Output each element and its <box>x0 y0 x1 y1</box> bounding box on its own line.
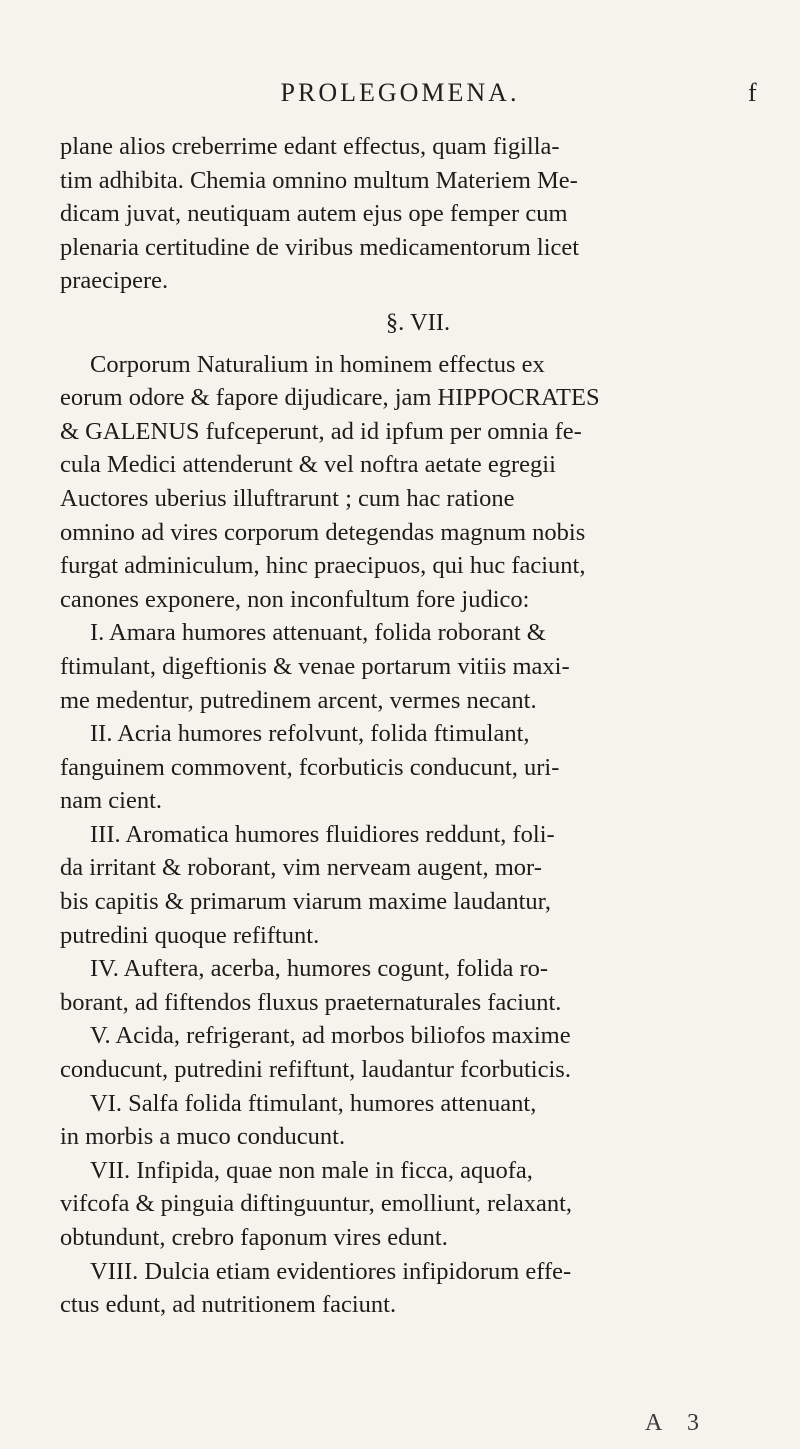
section-heading: §. VII. <box>385 308 451 336</box>
text-line: bis capitis & primarum viarum maxime laudantur, <box>60 888 551 916</box>
text-line: omnino ad vires corporum detegendas magnum nobis <box>60 518 586 546</box>
paragraph-continuation <box>60 130 750 298</box>
text-line: plenaria certitudine de viribus medicamentorum licet <box>60 233 580 261</box>
section-body <box>60 348 750 1322</box>
text-line: da irritant & roborant, vim nerveam augent, mor- <box>60 854 542 882</box>
text-line: canones exponere, non inconfultum fore judico: <box>60 585 530 613</box>
text-line: VII. Infipida, quae non male in ficca, aquofa, <box>90 1156 533 1184</box>
text-line: ftimulant, digeftionis & venae portarum vitiis maxi- <box>60 652 570 680</box>
text-line: VI. Salfa folida ftimulant, humores attenuant, <box>90 1089 537 1117</box>
text-line: I. Amara humores attenuant, folida roborant & <box>90 619 546 647</box>
running-head-mark: f <box>748 78 757 107</box>
signature-mark: A 3 <box>645 1410 710 1436</box>
running-head-title: PROLEGOMENA. <box>280 78 520 107</box>
text-line: conducunt, putredini refiftunt, laudantur fcorbuticis. <box>60 1056 571 1084</box>
text-line: V. Acida, refrigerant, ad morbos biliofos maxime <box>90 1022 571 1050</box>
text-line: nam cient. <box>60 787 163 815</box>
text-line: II. Acria humores refolvunt, folida ftimulant, <box>90 720 530 748</box>
text-line: in morbis a muco conducunt. <box>60 1123 346 1151</box>
text-line: furgat adminiculum, hinc praecipuos, qui huc faciunt, <box>60 552 586 580</box>
text-line: fanguinem commovent, fcorbuticis conducunt, uri- <box>60 753 560 781</box>
text-line: Auctores uberius illuftrarunt ; cum hac ratione <box>60 484 515 512</box>
text-line: me medentur, putredinem arcent, vermes necant. <box>60 686 537 714</box>
text-line: eorum odore & fapore dijudicare, jam HIPPOCRATES <box>60 384 600 412</box>
text-line: plane alios creberrime edant effectus, quam figilla- <box>60 133 560 160</box>
body-text <box>60 130 750 1322</box>
text-line: vifcofa & pinguia diftinguuntur, emolliunt, relaxant, <box>60 1190 573 1218</box>
text-line: ctus edunt, ad nutritionem faciunt. <box>60 1291 397 1319</box>
text-line: Corporum Naturalium in hominem effectus ex <box>90 350 545 378</box>
text-line: tim adhibita. Chemia omnino multum Materiem Me- <box>60 166 578 194</box>
text-line: cula Medici attenderunt & vel noftra aetate egregii <box>60 451 556 479</box>
text-line: IV. Auftera, acerba, humores cogunt, folida ro- <box>90 955 549 983</box>
text-line: III. Aromatica humores fluidiores reddunt, foli- <box>90 820 555 848</box>
text-line: obtundunt, crebro faponum vires edunt. <box>60 1224 448 1251</box>
text-line: borant, ad fiftendos fluxus praeternaturales faciunt. <box>60 988 562 1016</box>
text-line: VIII. Dulcia etiam evidentiores infipidorum effe- <box>90 1257 572 1285</box>
text-line: dicam juvat, neutiquam autem ejus ope femper cum <box>60 200 568 228</box>
text-line: & GALENUS fufceperunt, ad id ipfum per omnia fe- <box>60 417 582 445</box>
text-line: praecipere. <box>60 267 169 295</box>
text-line: putredini quoque refiftunt. <box>60 921 320 949</box>
